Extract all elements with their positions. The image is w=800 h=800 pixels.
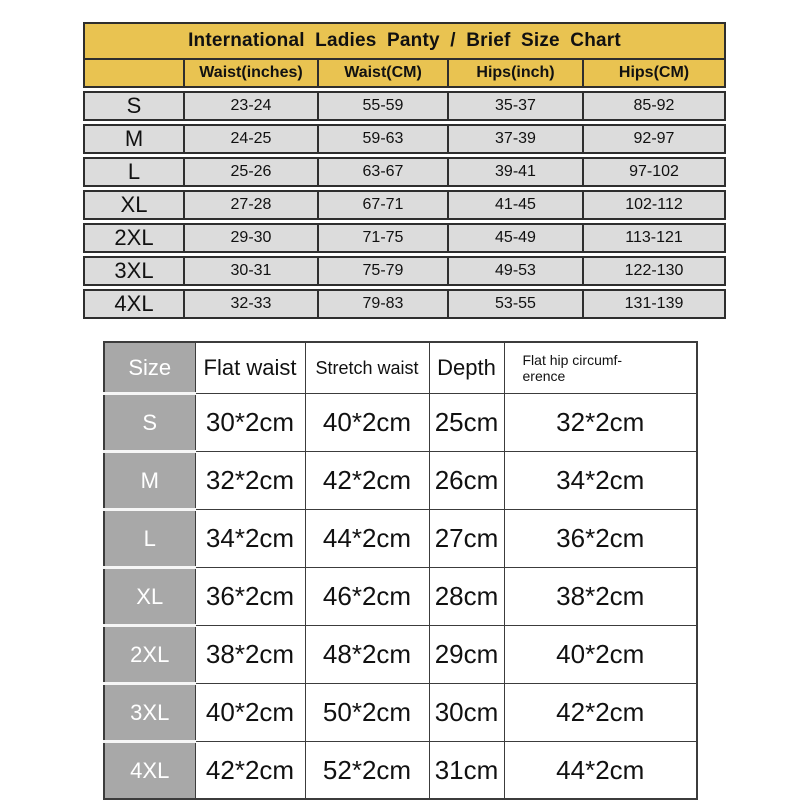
col-header-blank [84,59,184,87]
size-label: M [104,452,195,510]
flat-hip-cell: 32*2cm [504,394,697,452]
flat-waist-cell: 30*2cm [195,394,305,452]
table-row-s [104,394,697,452]
depth-cell: 29cm [429,626,504,684]
waist-inches-cell: 27-28 [184,191,318,219]
hips-cm-cell: 92-97 [583,125,725,153]
hips-inch-cell: 45-49 [448,224,583,252]
col-header-depth: Depth [429,342,504,394]
flat-waist-cell: 32*2cm [195,452,305,510]
stretch-waist-cell: 52*2cm [305,742,429,800]
stretch-waist-cell: 42*2cm [305,452,429,510]
col-header-size: Size [104,342,195,394]
table-row-2xl [84,224,725,252]
flat-hip-cell: 44*2cm [504,742,697,800]
table-row-3xl [84,257,725,285]
col-header-hips-cm: Hips(CM) [583,59,725,87]
waist-inches-cell: 30-31 [184,257,318,285]
col-header-flat-hip [504,342,697,394]
international-size-chart-table [83,22,726,319]
table-row-m [104,452,697,510]
stretch-waist-cell: 46*2cm [305,568,429,626]
depth-cell: 27cm [429,510,504,568]
depth-cell: 30cm [429,684,504,742]
hips-cm-cell: 131-139 [583,290,725,318]
flat-waist-cell: 40*2cm [195,684,305,742]
title-row [84,23,725,59]
flat-hip-cell: 38*2cm [504,568,697,626]
waist-cm-cell: 59-63 [318,125,448,153]
measurement-detail-table [103,341,698,800]
table-row-l [104,510,697,568]
size-label: L [104,510,195,568]
waist-inches-cell: 23-24 [184,92,318,120]
waist-cm-cell: 71-75 [318,224,448,252]
header-row [104,342,697,394]
flat-hip-cell: 40*2cm [504,626,697,684]
hips-inch-cell: 53-55 [448,290,583,318]
stretch-waist-cell: 44*2cm [305,510,429,568]
size-label: 4XL [84,290,184,318]
table-row-2xl [104,626,697,684]
table-row-4xl [104,742,697,800]
waist-cm-cell: 79-83 [318,290,448,318]
stretch-waist-cell: 48*2cm [305,626,429,684]
hips-cm-cell: 113-121 [583,224,725,252]
hips-cm-cell: 102-112 [583,191,725,219]
table-row-xl [84,191,725,219]
waist-inches-cell: 32-33 [184,290,318,318]
size-label: 3XL [84,257,184,285]
hips-cm-cell: 122-130 [583,257,725,285]
depth-cell: 25cm [429,394,504,452]
stretch-waist-cell: 50*2cm [305,684,429,742]
flat-waist-cell: 38*2cm [195,626,305,684]
col-header-stretch-waist: Stretch waist [305,342,429,394]
flat-waist-cell: 36*2cm [195,568,305,626]
size-label: 2XL [104,626,195,684]
waist-inches-cell: 29-30 [184,224,318,252]
waist-inches-cell: 24-25 [184,125,318,153]
header-row [84,59,725,87]
flat-waist-cell: 34*2cm [195,510,305,568]
size-label: 3XL [104,684,195,742]
col-header-hips-inch: Hips(inch) [448,59,583,87]
table-row-s [84,92,725,120]
hips-inch-cell: 39-41 [448,158,583,186]
waist-inches-cell: 25-26 [184,158,318,186]
hips-inch-cell: 41-45 [448,191,583,219]
size-label: S [84,92,184,120]
hips-inch-cell: 37-39 [448,125,583,153]
waist-cm-cell: 67-71 [318,191,448,219]
table-row-l [84,158,725,186]
table-title: International Ladies Panty / Brief Size Chart [84,23,725,59]
waist-cm-cell: 63-67 [318,158,448,186]
flat-waist-cell: 42*2cm [195,742,305,800]
depth-cell: 28cm [429,568,504,626]
table-row-xl [104,568,697,626]
size-label: XL [84,191,184,219]
flat-hip-cell: 34*2cm [504,452,697,510]
waist-cm-cell: 55-59 [318,92,448,120]
col-header-waist-inches: Waist(inches) [184,59,318,87]
table-row-4xl [84,290,725,318]
col-header-flat-waist: Flat waist [195,342,305,394]
stretch-waist-cell: 40*2cm [305,394,429,452]
col-header-waist-cm: Waist(CM) [318,59,448,87]
size-label: XL [104,568,195,626]
hips-inch-cell: 35-37 [448,92,583,120]
flat-hip-cell: 36*2cm [504,510,697,568]
waist-cm-cell: 75-79 [318,257,448,285]
size-label: M [84,125,184,153]
depth-cell: 26cm [429,452,504,510]
depth-cell: 31cm [429,742,504,800]
hips-inch-cell: 49-53 [448,257,583,285]
table-row-3xl [104,684,697,742]
size-label: L [84,158,184,186]
flat-hip-header-text: Flat hip circumf-erence [522,351,623,384]
size-label: S [104,394,195,452]
table-row-m [84,125,725,153]
size-label: 2XL [84,224,184,252]
hips-cm-cell: 85-92 [583,92,725,120]
size-label: 4XL [104,742,195,800]
flat-hip-cell: 42*2cm [504,684,697,742]
hips-cm-cell: 97-102 [583,158,725,186]
